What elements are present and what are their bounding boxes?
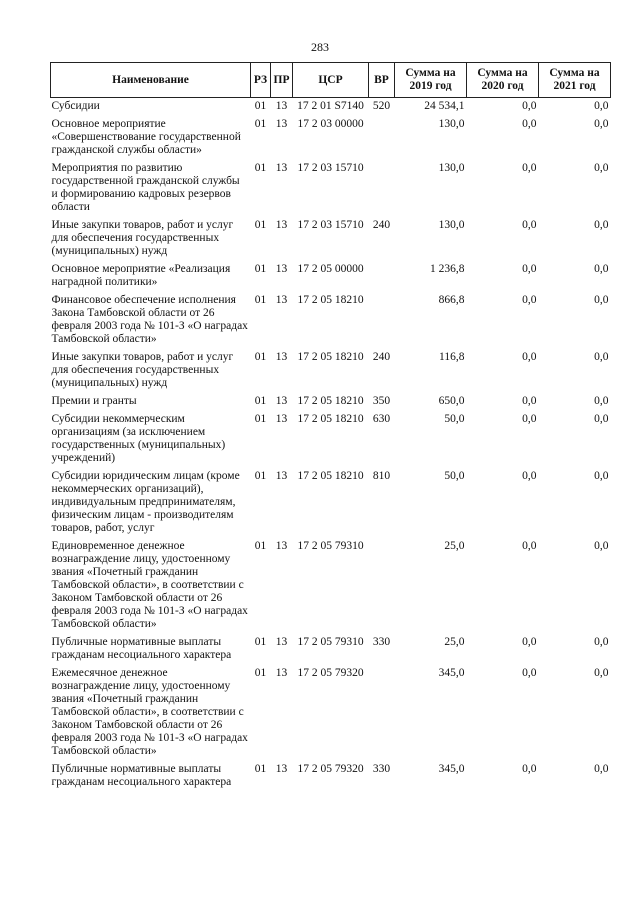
cell-rz: 01 — [254, 219, 267, 231]
cell-sum-2021: 0,0 — [594, 636, 609, 648]
cell-vr: 330 — [372, 763, 391, 775]
header-vr: ВР — [369, 63, 395, 98]
cell-sum-2020: 0,0 — [522, 636, 537, 648]
cell-sum-2020: 0,0 — [522, 219, 537, 231]
cell-sum-2019: 130,0 — [438, 162, 465, 174]
cell-sum-2020: 0,0 — [522, 263, 537, 275]
cell-sum-2019: 130,0 — [438, 118, 465, 130]
cell-sum-2020: 0,0 — [522, 118, 537, 130]
cell-vr: 330 — [372, 636, 391, 648]
cell-csr: 17 2 05 79310 — [297, 540, 364, 552]
table-row — [51, 349, 611, 393]
cell-sum-2020: 0,0 — [522, 413, 537, 425]
cell-rz: 01 — [254, 118, 267, 130]
cell-sum-2020: 0,0 — [522, 763, 537, 775]
cell-sum-2021: 0,0 — [594, 263, 609, 275]
cell-pr: 13 — [275, 118, 288, 130]
cell-rz: 01 — [254, 636, 267, 648]
table-row — [51, 393, 611, 411]
cell-pr: 13 — [275, 219, 288, 231]
cell-sum-2020: 0,0 — [522, 100, 537, 112]
cell-name: Субсидии юридическим лицам (кроме некоммерческих организаций), индивидуальным предпринимателям, физическим лицам - производителям товаров, работ, услуг — [51, 470, 240, 534]
cell-pr: 13 — [275, 294, 288, 306]
cell-name: Иные закупки товаров, работ и услуг для обеспечения государственных (муниципальных) нужд — [51, 219, 234, 257]
table-row — [51, 468, 611, 538]
cell-sum-2021: 0,0 — [594, 540, 609, 552]
budget-table-container — [50, 62, 610, 792]
cell-pr: 13 — [275, 351, 288, 363]
cell-sum-2021: 0,0 — [594, 763, 609, 775]
table-row — [51, 217, 611, 261]
cell-sum-2019: 116,8 — [439, 351, 465, 363]
cell-name: Премии и гранты — [51, 395, 137, 407]
cell-sum-2020: 0,0 — [522, 395, 537, 407]
cell-pr: 13 — [275, 667, 288, 679]
cell-pr: 13 — [275, 636, 288, 648]
header-pr: ПР — [271, 63, 293, 98]
cell-csr: 17 2 05 79320 — [297, 667, 364, 679]
cell-pr: 13 — [275, 100, 288, 112]
cell-sum-2021: 0,0 — [594, 219, 609, 231]
cell-vr: 240 — [372, 351, 391, 363]
cell-name: Ежемесячное денежное вознаграждение лицу, удостоенному звания «Почетный гражданин Тамбовской области», в соответствии с Законом Тамбовской области от 26 февраля 2003 года № 101-З «О наградах Тамбовской области» — [51, 667, 248, 757]
cell-rz: 01 — [254, 351, 267, 363]
cell-rz: 01 — [254, 263, 267, 275]
cell-sum-2020: 0,0 — [522, 667, 537, 679]
page-number: 283 — [311, 40, 329, 54]
cell-name: Финансовое обеспечение исполнения Закона Тамбовской области от 26 февраля 2003 года № 101-З «О наградах Тамбовской области» — [51, 294, 248, 345]
cell-sum-2019: 345,0 — [438, 667, 465, 679]
header-csr: ЦСР — [293, 63, 369, 98]
cell-sum-2021: 0,0 — [594, 118, 609, 130]
cell-vr — [369, 292, 395, 349]
cell-sum-2021: 0,0 — [594, 351, 609, 363]
table-row — [51, 634, 611, 665]
cell-csr: 17 2 05 18210 — [297, 413, 364, 425]
cell-vr: 350 — [372, 395, 391, 407]
cell-rz: 01 — [254, 413, 267, 425]
cell-sum-2020: 0,0 — [522, 294, 537, 306]
cell-csr: 17 2 05 18210 — [297, 470, 364, 482]
cell-sum-2019: 866,8 — [438, 294, 465, 306]
budget-table — [50, 62, 611, 792]
cell-sum-2021: 0,0 — [594, 470, 609, 482]
cell-vr — [369, 116, 395, 160]
header-name: Наименование — [51, 63, 251, 98]
cell-csr: 17 2 05 79310 — [297, 636, 364, 648]
cell-pr: 13 — [275, 395, 288, 407]
cell-sum-2019: 130,0 — [438, 219, 465, 231]
cell-name: Основное мероприятие «Совершенствование государственной гражданской службы области» — [51, 118, 241, 156]
cell-sum-2019: 25,0 — [444, 636, 465, 648]
cell-rz: 01 — [254, 294, 267, 306]
table-row — [51, 160, 611, 217]
cell-vr: 520 — [372, 100, 391, 112]
cell-name: Публичные нормативные выплаты гражданам несоциального характера — [51, 763, 232, 788]
cell-sum-2021: 0,0 — [594, 100, 609, 112]
cell-name: Субсидии некоммерческим организациям (за исключением государственных (муниципальных) учреждений) — [51, 413, 226, 464]
cell-csr: 17 2 05 18210 — [297, 294, 364, 306]
cell-csr: 17 2 05 79320 — [297, 763, 364, 775]
cell-rz: 01 — [254, 763, 267, 775]
cell-sum-2019: 50,0 — [444, 413, 465, 425]
table-header-row — [51, 63, 611, 98]
cell-pr: 13 — [275, 763, 288, 775]
cell-pr: 13 — [275, 263, 288, 275]
cell-name: Мероприятия по развитию государственной гражданской службы и формированию кадровых резервов области — [51, 162, 240, 213]
table-row — [51, 116, 611, 160]
cell-sum-2020: 0,0 — [522, 351, 537, 363]
table-row — [51, 411, 611, 468]
cell-sum-2019: 1 236,8 — [430, 263, 465, 275]
cell-csr: 17 2 05 00000 — [297, 263, 364, 275]
cell-csr: 17 2 03 15710 — [297, 219, 364, 231]
cell-csr: 17 2 03 15710 — [297, 162, 364, 174]
table-row — [51, 261, 611, 292]
cell-pr: 13 — [275, 540, 288, 552]
cell-pr: 13 — [275, 470, 288, 482]
header-rz: РЗ — [251, 63, 271, 98]
cell-csr: 17 2 05 18210 — [297, 395, 364, 407]
cell-sum-2021: 0,0 — [594, 395, 609, 407]
cell-vr: 240 — [372, 219, 391, 231]
table-row — [51, 98, 611, 117]
cell-rz: 01 — [254, 100, 267, 112]
cell-vr — [369, 665, 395, 761]
header-sum-2020: Сумма на 2020 год — [467, 63, 539, 98]
cell-sum-2019: 24 534,1 — [424, 100, 465, 112]
cell-sum-2020: 0,0 — [522, 162, 537, 174]
table-body — [51, 98, 611, 793]
cell-vr — [369, 261, 395, 292]
cell-pr: 13 — [275, 413, 288, 425]
cell-sum-2021: 0,0 — [594, 667, 609, 679]
cell-vr: 630 — [372, 413, 391, 425]
cell-sum-2021: 0,0 — [594, 294, 609, 306]
cell-name: Иные закупки товаров, работ и услуг для обеспечения государственных (муниципальных) нужд — [51, 351, 234, 389]
cell-sum-2019: 50,0 — [444, 470, 465, 482]
cell-vr — [369, 538, 395, 634]
cell-name: Основное мероприятие «Реализация наградной политики» — [51, 263, 231, 288]
cell-name: Единовременное денежное вознаграждение лицу, удостоенному звания «Почетный гражданин Тамбовской области», в соответствии с Законом Тамбовской области от 26 февраля 2003 года № 101-З «О наградах Тамбовской области» — [51, 540, 248, 630]
cell-csr: 17 2 05 18210 — [297, 351, 364, 363]
cell-sum-2020: 0,0 — [522, 540, 537, 552]
cell-sum-2021: 0,0 — [594, 162, 609, 174]
cell-csr: 17 2 01 S7140 — [297, 100, 364, 112]
table-row — [51, 665, 611, 761]
table-row — [51, 538, 611, 634]
cell-vr — [369, 160, 395, 217]
cell-pr: 13 — [275, 162, 288, 174]
cell-sum-2019: 345,0 — [438, 763, 465, 775]
cell-name: Субсидии — [51, 100, 100, 112]
table-row — [51, 761, 611, 792]
cell-sum-2019: 25,0 — [444, 540, 465, 552]
cell-rz: 01 — [254, 470, 267, 482]
header-sum-2021: Сумма на 2021 год — [539, 63, 611, 98]
cell-sum-2019: 650,0 — [438, 395, 465, 407]
cell-csr: 17 2 03 00000 — [297, 118, 364, 130]
cell-sum-2021: 0,0 — [594, 413, 609, 425]
cell-sum-2020: 0,0 — [522, 470, 537, 482]
cell-rz: 01 — [254, 667, 267, 679]
header-sum-2019: Сумма на 2019 год — [395, 63, 467, 98]
table-row — [51, 292, 611, 349]
cell-rz: 01 — [254, 162, 267, 174]
cell-rz: 01 — [254, 395, 267, 407]
cell-vr: 810 — [372, 470, 391, 482]
cell-rz: 01 — [254, 540, 267, 552]
cell-name: Публичные нормативные выплаты гражданам несоциального характера — [51, 636, 232, 661]
